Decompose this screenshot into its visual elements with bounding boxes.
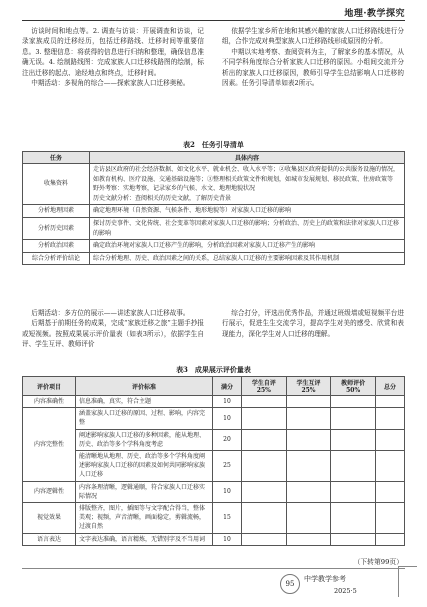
table-header-cell: 评价项目 (23, 377, 76, 396)
table3-caption: 表3 成果展示评价量表 (176, 365, 251, 374)
table-row (23, 503, 405, 534)
peer-eval-cell[interactable] (286, 429, 331, 450)
table-header-cell: 评价标准 (76, 377, 213, 396)
content-cell: 确定政治环境对家族人口迁移产生的影响，分析政治因素对家族人口迁移产生的影响 (90, 240, 405, 253)
table-row (23, 396, 405, 408)
table-header-cell: 教师评价50% (331, 377, 376, 396)
right-column-top (222, 26, 404, 88)
teacher-eval-cell[interactable] (331, 408, 376, 429)
score-cell: 10 (213, 533, 242, 545)
self-eval-cell[interactable] (242, 503, 287, 534)
teacher-eval-cell[interactable] (331, 503, 376, 534)
left-column-top (22, 26, 204, 88)
table-header-cell: 学生自评25% (242, 377, 287, 396)
paragraph: 访谈时间和地点等。2. 调查与访谈：开展调查和访谈，记录家族成员的迁移经历，包括迁移路线、迁移时间等重要信息。3. 整理信息：将获得的信息进行归纳和整理，确保信息准确无误。4. 绘制路线图：完成家族人口迁移线路图的绘制，标注出迁移的起点、途经地点和终点，迁移时间。 (22, 27, 204, 77)
total-cell[interactable] (376, 429, 405, 450)
teacher-eval-cell[interactable] (331, 481, 376, 502)
item-cell: 内容完整性 (23, 408, 76, 481)
criteria-cell: 能清晰地从地理、历史、政治等多个学科角度阐述影响家族人口迁移的因素及如何共同影响家族人口迁移 (76, 451, 213, 482)
content-cell: 确定地理环境（自然资源、气候条件、地形地貌等）对家族人口迁移的影响 (90, 205, 405, 218)
task-cell: 综合分析评价结论 (23, 252, 90, 265)
journal-name: 中学教学参考 (304, 575, 346, 583)
table-header-row (23, 377, 405, 396)
self-eval-cell[interactable] (242, 396, 287, 408)
total-cell[interactable] (376, 481, 405, 502)
table-header-cell: 具体内容 (90, 152, 405, 164)
item-cell: 内容准确性 (23, 396, 76, 408)
peer-eval-cell[interactable] (286, 481, 331, 502)
table2-caption: 表2 任务引导清单 (183, 140, 244, 149)
teacher-eval-cell[interactable] (331, 396, 376, 408)
criteria-cell: 阐述影响家族人口迁移的多种因素，能从地理、历史、政治等多个学科角度考虑 (76, 429, 213, 450)
total-cell[interactable] (376, 408, 405, 429)
table-header-cell: 任务 (23, 152, 90, 164)
table-row (23, 451, 405, 482)
score-cell: 10 (213, 408, 242, 429)
content-cell: 综合分析地理、历史、政治因素之间的关系，总结家族人口迁移的主要影响因素及其作用机制 (90, 252, 405, 265)
total-cell[interactable] (376, 396, 405, 408)
issue-date: 2025·5 (334, 587, 357, 595)
total-cell[interactable] (376, 503, 405, 534)
teacher-eval-cell[interactable] (331, 533, 376, 545)
table-header-cell: 学生互评25% (286, 377, 331, 396)
header-title: 地理·教学探究 (344, 9, 405, 19)
evaluation-table (22, 376, 405, 546)
criteria-cell: 信息准确，真实，符合主题 (76, 396, 213, 408)
table-row (23, 533, 405, 545)
self-eval-cell[interactable] (242, 533, 287, 545)
content-cell: 走访县区政府的社会经济数据、如文化水平、就业机会、收入水平等；②收集县区政府提供的公共服务设施的情况，如教育机构、医疗设施、交通基础设施等；③整理相关政策文件和规划，如城市发展规划、移民政策、住房政策等 野外考察：实地考察，记录家乡的气候、水文、地理地貌状况 历史文献分析：查阅相关的历史文献，了解历史背景 (90, 164, 405, 205)
score-cell: 25 (213, 451, 242, 482)
self-eval-cell[interactable] (242, 481, 287, 502)
corner-decoration (398, 566, 417, 597)
footer-rule (22, 568, 405, 569)
right-column-middle (222, 308, 404, 339)
table-row (23, 408, 405, 429)
self-eval-cell[interactable] (242, 429, 287, 450)
paragraph: 后期活动：多方位的展示——讲述家族人口迁移故事。 (31, 309, 190, 317)
page-number: 95 (280, 574, 300, 594)
paragraph: 中期以实地考察、查阅资料为主，了解家乡的基本情况，从不同学科角度综合分析家族人口迁移的原因。小组间交流并分析出的家族人口迁移原因，教师引导学生总结影响人口迁移的因素。任务引导清单如表2所示。 (222, 47, 404, 88)
table-row (23, 217, 405, 239)
criteria-cell: 内容条理清晰，逻辑通顺，符合家族人口迁移实际情况 (76, 481, 213, 502)
peer-eval-cell[interactable] (286, 533, 331, 545)
paragraph: 中期活动：多视角的综合——探索家族人口迁移奥秘。 (31, 79, 190, 88)
criteria-cell: 涵盖家族人口迁移的原因、过程、影响，内容完整 (76, 408, 213, 429)
criteria-cell: 文字表达准确，语言精炼，无错别字及不当用词 (76, 533, 213, 545)
table-row (23, 164, 405, 205)
self-eval-cell[interactable] (242, 451, 287, 482)
task-cell: 分析政治因素 (23, 240, 90, 253)
table-header-cell: 满分 (213, 377, 242, 396)
table-row (23, 240, 405, 253)
teacher-eval-cell[interactable] (331, 429, 376, 450)
item-cell: 内容逻辑性 (23, 481, 76, 502)
score-cell: 10 (213, 396, 242, 408)
score-cell: 15 (213, 503, 242, 534)
task-cell: 收集资料 (23, 164, 90, 205)
task-guide-table (22, 151, 405, 265)
item-cell: 语言表达 (23, 533, 76, 545)
table-header-row (23, 152, 405, 164)
total-cell[interactable] (376, 451, 405, 482)
task-cell: 分析地理因素 (23, 205, 90, 218)
paragraph: 综合打分，评选出优秀作品，并通过班级墙或短视频平台进行展示，促进生生交流学习，提高学生对美的感受、欣赏和表现能力，深化学生对人口迁移的理解。 (222, 309, 404, 338)
score-cell: 20 (213, 429, 242, 450)
header-rule (22, 20, 405, 21)
table-row (23, 205, 405, 218)
peer-eval-cell[interactable] (286, 396, 331, 408)
peer-eval-cell[interactable] (286, 451, 331, 482)
table-row (23, 252, 405, 265)
table-header-cell: 总分 (376, 377, 405, 396)
content-cell: 探讨历史事件、文化传统、社会变革等因素对家族人口迁移的影响；分析政治、历史上的政策和法律对家族人口迁移的影响 (90, 217, 405, 239)
criteria-cell: 排版整齐，图片，插图等与文字配合得当，整体美观；视频，声音清晰，画面稳定，剪辑流畅，过渡自然 (76, 503, 213, 534)
teacher-eval-cell[interactable] (331, 451, 376, 482)
paragraph: 依据学生家乡所在地和其感兴趣的家族人口迁移路线进行分组，合作完成对典型家族人口迁移路线形成原因的分析。 (222, 27, 404, 46)
page-header (0, 0, 427, 22)
continued-note: （下转第99页） (353, 558, 403, 566)
table-row (23, 481, 405, 502)
item-cell: 视觉效果 (23, 503, 76, 534)
paragraph: 后期基于前期任务的成果，完成“家族迁移之旅”主题手抄报或短视频。按照成果展示评价量表（如表3所示），依据学生自评、学生互评、教师评价 (22, 319, 204, 349)
task-cell: 分析历史因素 (23, 217, 90, 239)
total-cell[interactable] (376, 533, 405, 545)
table-row (23, 429, 405, 450)
peer-eval-cell[interactable] (286, 408, 331, 429)
score-cell: 10 (213, 481, 242, 502)
self-eval-cell[interactable] (242, 408, 287, 429)
peer-eval-cell[interactable] (286, 503, 331, 534)
left-column-middle (22, 308, 204, 350)
